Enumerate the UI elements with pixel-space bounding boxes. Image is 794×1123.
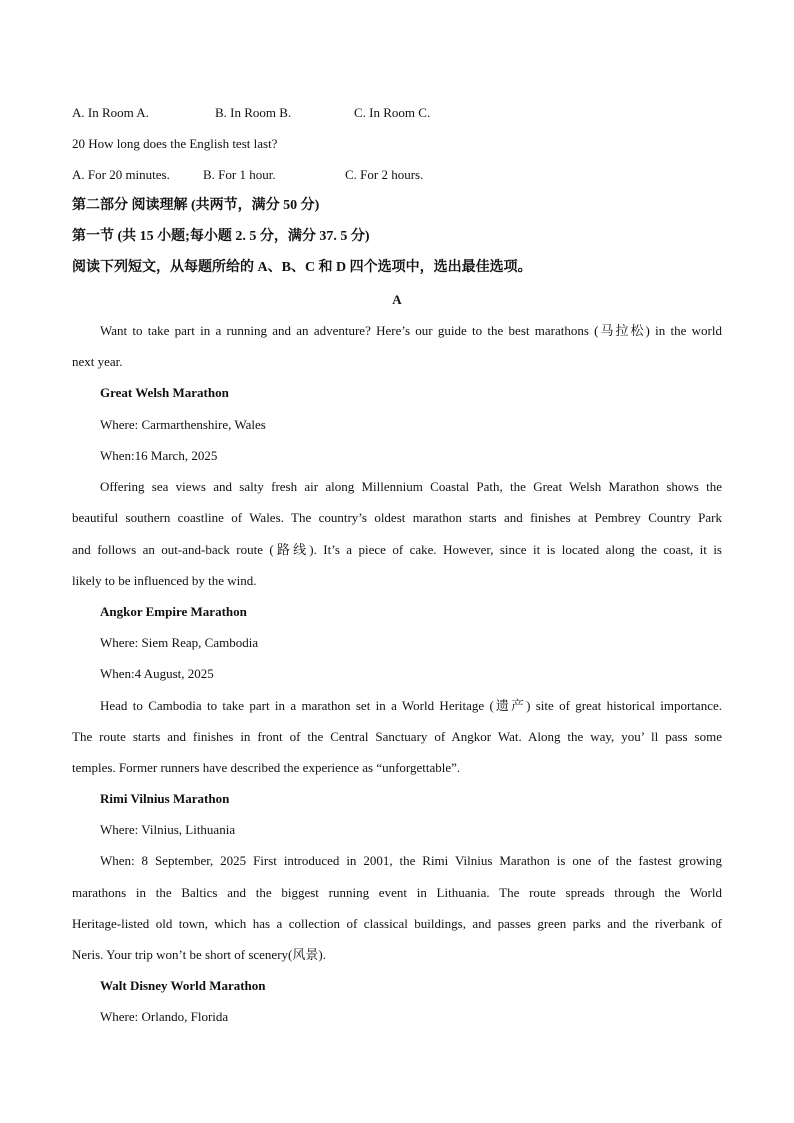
marathon-3-line-1: When: 8 September, 2025 First introduced in 2001, the Rimi Vilnius Marathon is one of the fastest growing (100, 853, 722, 868)
marathon-3-line-3: Heritage-listed old town, which has a collection of classical buildings, and passes green parks and the riverbank of (72, 916, 722, 931)
q20-option-c: C. For 2 hours. (345, 167, 424, 182)
marathon-1-when: When:16 March, 2025 (100, 448, 218, 463)
q19-option-a: A. In Room A. (72, 105, 149, 120)
marathon-3-line-2: marathons in the Baltics and the biggest running event in Lithuania. The route spreads through the World (72, 885, 722, 900)
marathon-1-line-1: Offering sea views and salty fresh air along Millennium Coastal Path, the Great Welsh Marathon shows the (100, 479, 722, 494)
marathon-3-title: Rimi Vilnius Marathon (100, 791, 230, 806)
marathon-3-where: Where: Vilnius, Lithuania (100, 822, 236, 837)
marathon-3-line-4: Neris. Your trip won’t be short of scenery(风景). (72, 947, 326, 962)
reading-instruction: 阅读下列短文，从每题所给的 A、B、C 和 D 四个选项中，选出最佳选项。 (72, 260, 532, 275)
marathon-2-line-3: temples. Former runners have described the experience as “unforgettable”. (72, 760, 461, 775)
intro-line-2: next year. (72, 354, 123, 369)
marathon-4-where: Where: Orlando, Florida (100, 1009, 229, 1024)
q19-options (72, 105, 722, 121)
q20-options (72, 167, 722, 183)
passage-letter: A (392, 292, 402, 307)
marathon-1-title: Great Welsh Marathon (100, 385, 229, 400)
marathon-1-line-2: beautiful southern coastline of Wales. The country’s oldest marathon starts and finishes at Pembrey Country Park (72, 510, 722, 525)
marathon-2-when: When:4 August, 2025 (100, 666, 214, 681)
intro-line-1: Want to take part in a running and an adventure? Here’s our guide to the best marathons (马拉松) in the world (100, 323, 722, 338)
q20-question: 20 How long does the English test last? (72, 136, 278, 151)
part2-heading: 第二部分 阅读理解 (共两节，满分 50 分) (72, 198, 320, 213)
marathon-1-where: Where: Carmarthenshire, Wales (100, 417, 266, 432)
q19-option-b: B. In Room B. (215, 105, 292, 120)
marathon-2-title: Angkor Empire Marathon (100, 604, 247, 619)
q20-option-a: A. For 20 minutes. (72, 167, 170, 182)
section1-heading: 第一节 (共 15 小题;每小题 2. 5 分，满分 37. 5 分) (72, 229, 370, 244)
marathon-1-line-4: likely to be influenced by the wind. (72, 573, 257, 588)
q19-option-c: C. In Room C. (354, 105, 431, 120)
marathon-2-line-2: The route starts and finishes in front of the Central Sanctuary of Angkor Wat. Along the way, you’ ll pass some (72, 729, 722, 744)
marathon-2-line-1: Head to Cambodia to take part in a marathon set in a World Heritage (遗产) site of great historical importance. (100, 698, 722, 713)
marathon-1-line-3: and follows an out-and-back route (路线). It’s a piece of cake. However, since it is located along the coast, it is (72, 542, 722, 557)
q20-option-b: B. For 1 hour. (203, 167, 276, 182)
marathon-2-where: Where: Siem Reap, Cambodia (100, 635, 259, 650)
marathon-4-title: Walt Disney World Marathon (100, 978, 266, 993)
